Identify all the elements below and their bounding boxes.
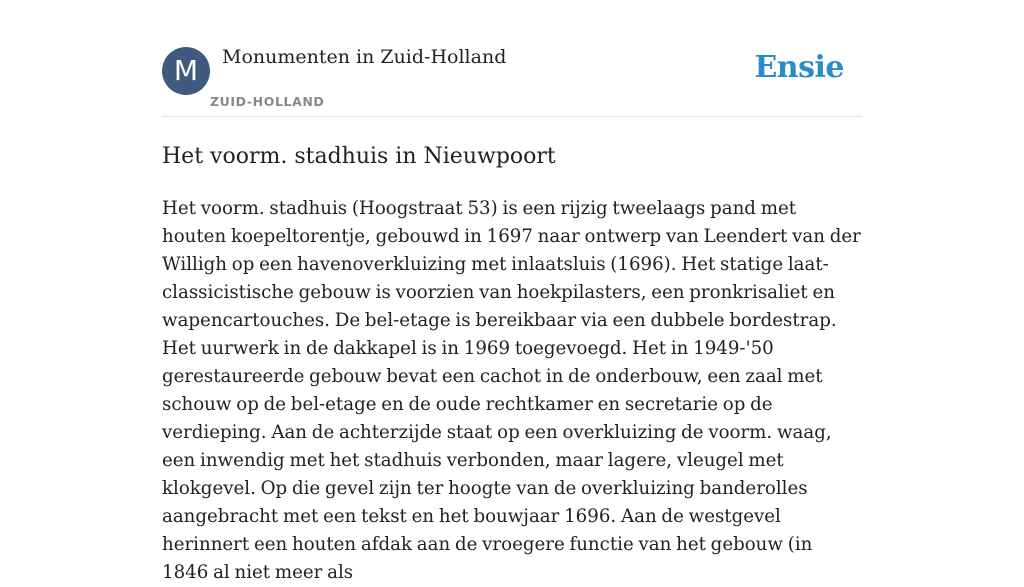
avatar[interactable]: M — [162, 47, 210, 95]
content-container — [162, 0, 862, 587]
article-title: Het voorm. stadhuis in Nieuwpoort — [162, 144, 556, 169]
category-link[interactable]: ZUID-HOLLAND — [210, 94, 325, 109]
brand-logo[interactable]: Ensie — [754, 50, 844, 85]
site-title-link[interactable]: Monumenten in Zuid-Holland — [222, 46, 507, 68]
article-body: Het voorm. stadhuis (Hoogstraat 53) is een rijzig tweelaags pand met houten koepeltorentje, gebouwd in 1697 naar ontwerp van Leendert van der Willigh op een havenoverkluizing met inlaatsluis (1696). Het statige laat-classicistische gebouw is voorzien van hoekpilasters, een pronkrisaliet en wapencartouches. De bel-etage is bereikbaar via een dubbele bordestrap. Het uurwerk in de dakkapel is in 1969 toegevoegd. Het in 1949-'50 gerestaureerde gebouw bevat een cachot in de onderbouw, een zaal met schouw op de bel-etage en de oude rechtkamer en secretarie op de verdieping. Aan de achterzijde staat op een overkluizing de voorm. waag, een inwendig met het stadhuis verbonden, maar lagere, vleugel met klokgevel. Op die gevel zijn ter hoogte van de overkluizing banderolles aangebracht met een tekst en het bouwjaar 1696. Aan de westgevel herinnert een houten afdak aan de vroegere functie van het gebouw (in 1846 al niet meer als — [162, 198, 861, 583]
header — [162, 0, 862, 117]
